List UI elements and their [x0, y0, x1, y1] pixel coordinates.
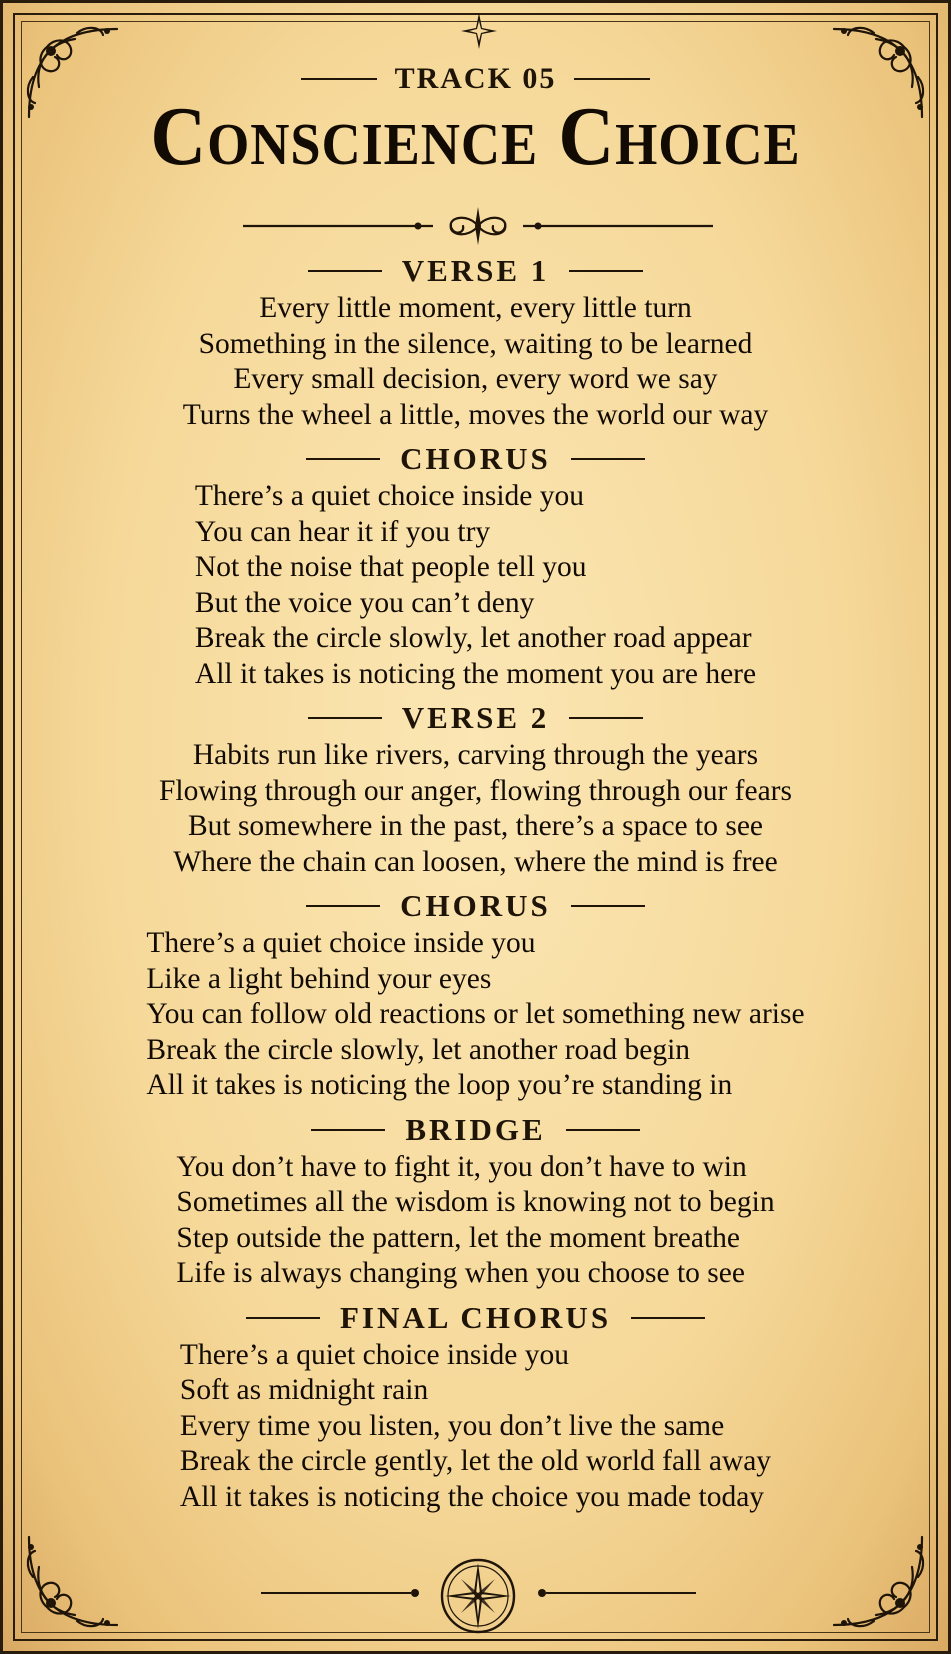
- section-heading: CHORUS: [400, 441, 551, 476]
- flourish-ornament-icon: [824, 1527, 934, 1637]
- rule-right: [569, 717, 643, 719]
- lyric-line: Not the noise that people tell you: [194, 551, 587, 583]
- song-title: Conscience Choice: [150, 90, 801, 183]
- lyric-line: Every small decision, every word we say: [233, 363, 718, 395]
- rule-left: [301, 78, 377, 80]
- rule-left: [246, 1317, 320, 1319]
- section-heading-row: [43, 441, 908, 477]
- lyric-line: Every little moment, every little turn: [259, 292, 692, 324]
- lyric-line: You can hear it if you try: [194, 515, 491, 548]
- flourish-ornament-icon: [17, 1527, 127, 1637]
- rule-left: [308, 270, 382, 272]
- lyric-line: All it takes is noticing the loop you’re standing in: [146, 1069, 733, 1101]
- lyric-line: Every time you listen, you don’t live the same: [179, 1409, 725, 1442]
- section-heading-row: [43, 888, 908, 924]
- lyric-line: Where the chain can loosen, where the mind is free: [173, 845, 778, 878]
- lyric-line: Something in the silence, waiting to be learned: [198, 327, 753, 360]
- section-heading: FINAL CHORUS: [339, 1299, 612, 1335]
- lyrics-section: [43, 441, 908, 700]
- lyric-line: Habits run like rivers, carving through the years: [192, 739, 759, 771]
- bottom-dot-left: [411, 1589, 419, 1597]
- bottom-rule-right: [546, 1592, 696, 1594]
- section-heading: BRIDGE: [405, 1111, 546, 1147]
- track-label: TRACK 05: [394, 62, 557, 95]
- lyric-line: There’s a quiet choice inside you: [194, 480, 585, 512]
- lyric-line: There’s a quiet choice inside you: [179, 1338, 570, 1371]
- lyric-line: All it takes is noticing the choice you made today: [179, 1480, 765, 1513]
- lyric-line: Soft as midnight rain: [179, 1374, 429, 1406]
- lyrics-section: [43, 1112, 908, 1300]
- lyric-line: Sometimes all the wisdom is knowing not to begin: [176, 1186, 775, 1218]
- lyric-line: Break the circle slowly, let another road appear: [194, 622, 752, 654]
- rule-right: [569, 270, 643, 272]
- rule-right: [566, 1129, 640, 1131]
- lyric-line: There’s a quiet choice inside you: [146, 927, 536, 959]
- scroll-divider-ornament: [243, 203, 713, 249]
- rule-right: [631, 1317, 705, 1319]
- rule-right: [571, 905, 645, 907]
- lyric-line: Flowing through our anger, flowing through our fears: [159, 774, 792, 807]
- bottom-dot-right: [538, 1589, 546, 1597]
- compass-rose-icon: [439, 1557, 517, 1635]
- section-heading-row: [43, 1300, 908, 1336]
- lyric-line: You can follow old reactions or let something new arise: [146, 998, 805, 1030]
- bottom-rule-left: [261, 1592, 411, 1594]
- section-heading-row: [43, 1112, 908, 1148]
- lyric-line: Turns the wheel a little, moves the world our way: [182, 398, 769, 431]
- rule-left: [308, 717, 382, 719]
- rule-left: [311, 1129, 385, 1131]
- section-heading-row: [43, 253, 908, 289]
- lyrics-section: [43, 1300, 908, 1516]
- lyrics-section: [43, 888, 908, 1112]
- lyric-line: Life is always changing when you choose to see: [176, 1257, 745, 1289]
- lyric-line: But somewhere in the past, there’s a space to see: [187, 810, 764, 842]
- rule-left: [306, 905, 380, 907]
- rule-right: [571, 458, 645, 460]
- lyrics-section: [43, 700, 908, 888]
- lyric-line: Like a light behind your eyes: [146, 962, 492, 995]
- lyric-line: Step outside the pattern, let the moment breathe: [176, 1221, 741, 1254]
- rule-right: [574, 78, 650, 80]
- section-heading: VERSE 2: [401, 700, 550, 735]
- section-heading: VERSE 1: [401, 253, 550, 288]
- lyric-line: But the voice you can’t deny: [194, 586, 535, 619]
- section-heading: CHORUS: [400, 888, 551, 923]
- lyrics-section: [43, 253, 908, 441]
- rule-left: [306, 458, 380, 460]
- lyric-line: You don’t have to fight it, you don’t have to win: [176, 1150, 747, 1183]
- lyric-line: All it takes is noticing the moment you are here: [194, 657, 757, 690]
- lyric-line: Break the circle gently, let the old world fall away: [179, 1445, 772, 1477]
- lyric-line: Break the circle slowly, let another road begin: [146, 1033, 691, 1066]
- lyrics-body: [43, 253, 908, 1515]
- section-heading-row: [43, 700, 908, 736]
- compass-star-icon: [461, 13, 497, 49]
